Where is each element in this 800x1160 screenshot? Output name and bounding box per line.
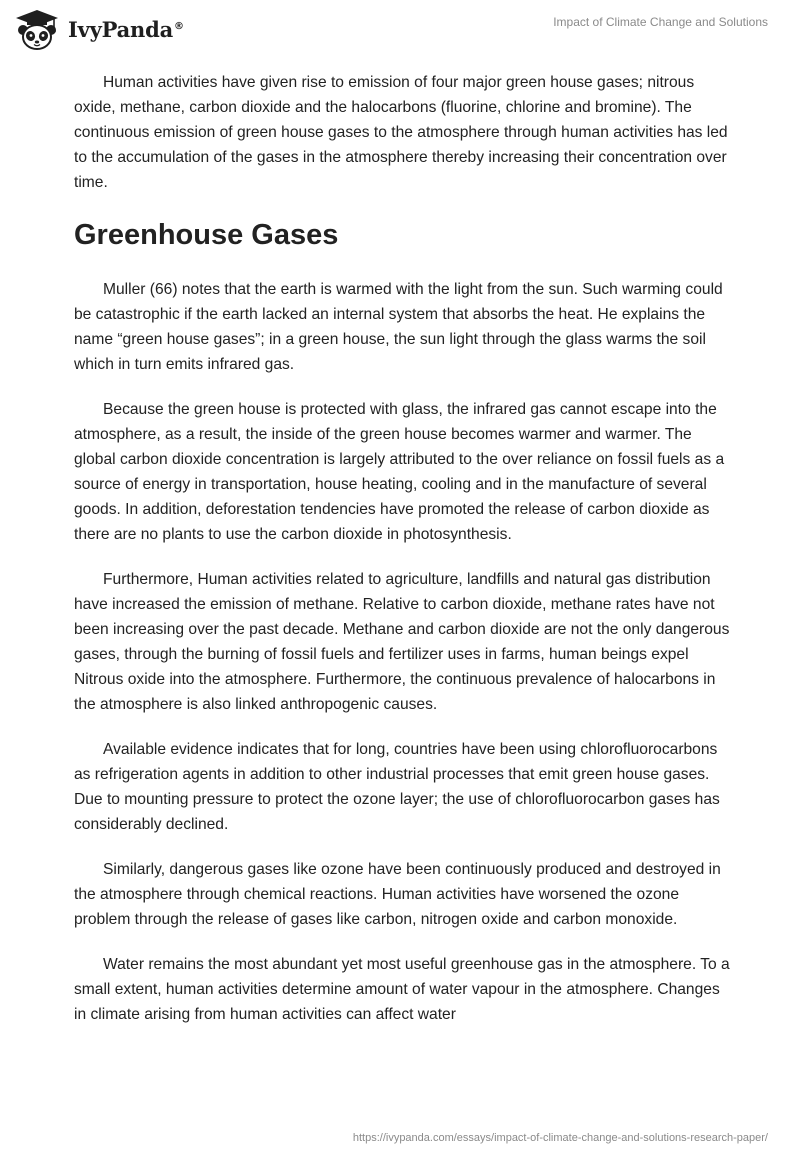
panda-graduate-icon: [14, 8, 60, 50]
paragraph: Because the green house is protected with glass, the infrared gas cannot escape into the atmosphere, as a result, the inside of the green house becomes warmer and warmer. The global carbon dioxide concentration is largely attributed to the over reliance on fossil fuels as a source of energy in transportation, house heating, cooling and in the manufacture of several goods. In addition, deforestation tendencies have promoted the release of carbon dioxide as there are no plants to use the carbon dioxide in photosynthesis.: [74, 401, 725, 543]
brand-logo[interactable]: [14, 8, 184, 50]
brand-name: IvyPanda®: [68, 16, 184, 42]
paragraph: Similarly, dangerous gases like ozone have been continuously produced and destroyed in the atmosphere through chemical reactions. Human activities have worsened the ozone problem through the release of gases like carbon, nitrogen oxide and carbon monoxide.: [74, 861, 721, 928]
intro-paragraph: Human activities have given rise to emission of four major green house gases; nitrous oxide, methane, carbon dioxide and the halocarbons (fluorine, chlorine and bromine). The continuous emission of green house gases to the atmosphere through human activities has led to the accumulation of the gases in the atmosphere thereby increasing their concentration over time.: [74, 74, 728, 191]
section-heading: Greenhouse Gases: [74, 219, 339, 251]
paragraph: Available evidence indicates that for long, countries have been using chlorofluorocarbons as refrigeration agents in addition to other industrial processes that emit green house gases. Due to mounting pressure to protect the ozone layer; the use of chlorofluorocarbon gases has considerably declined.: [74, 741, 720, 833]
registered-mark: ®: [174, 20, 184, 32]
paragraph: Muller (66) notes that the earth is warmed with the light from the sun. Such warming could be catastrophic if the earth lacked an internal system that absorbs the heat. He explains the name “green house gases”; in a green house, the sun light through the glass warms the soil which in turn emits infrared gas.: [74, 281, 723, 373]
document-title: Impact of Climate Change and Solutions: [553, 15, 768, 29]
page-header: [0, 0, 800, 60]
paragraph: Furthermore, Human activities related to agriculture, landfills and natural gas distribution have increased the emission of methane. Relative to carbon dioxide, methane rates have not been increasing over the past decade. Methane and carbon dioxide are not the only dangerous gases, through the burning of fossil fuels and fertilizer uses in farms, human beings expel Nitrous oxide into the atmosphere. Furthermore, the continuous prevalence of halocarbons in the atmosphere is also linked anthropogenic causes.: [74, 571, 730, 713]
source-url[interactable]: https://ivypanda.com/essays/impact-of-climate-change-and-solutions-research-paper/: [352, 1132, 768, 1144]
paragraph: Water remains the most abundant yet most useful greenhouse gas in the atmosphere. To a small extent, human activities determine amount of water vapour in the atmosphere. Changes in climate arising from human activities can affect water: [74, 956, 730, 1023]
essay-content: [74, 70, 734, 1047]
